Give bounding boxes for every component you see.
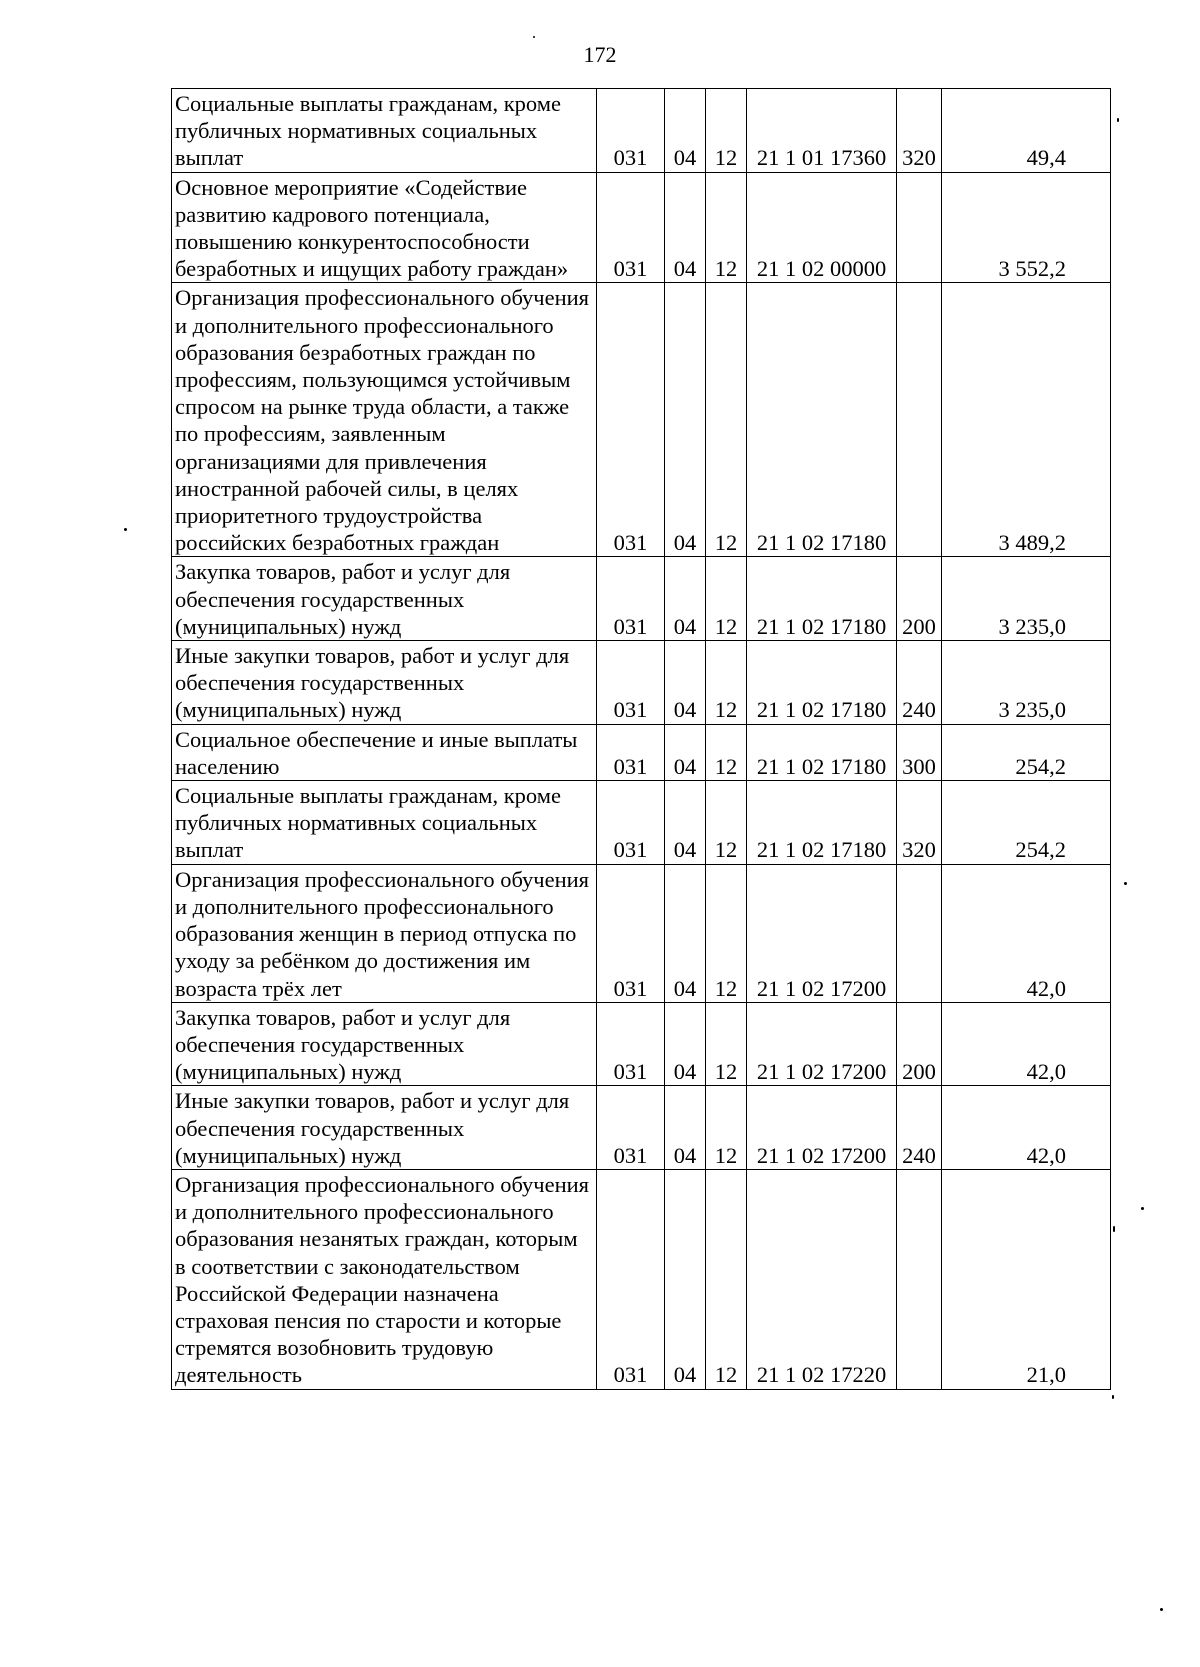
table-row — [172, 724, 1111, 780]
amount-cell: 49,4 — [942, 89, 1111, 173]
subsection-code-cell: 12 — [706, 864, 747, 1002]
ministry-code-cell: 031 — [597, 724, 665, 780]
scan-speck — [533, 36, 535, 38]
ministry-code-cell: 031 — [597, 1086, 665, 1170]
amount-cell: 3 489,2 — [942, 283, 1111, 557]
subsection-code-cell: 12 — [706, 781, 747, 865]
expense-type-cell: 200 — [897, 1002, 942, 1086]
subsection-code-cell: 12 — [706, 1002, 747, 1086]
section-code-cell: 04 — [665, 89, 706, 173]
target-article-cell: 21 1 02 17220 — [747, 1169, 897, 1389]
target-article-cell: 21 1 02 17180 — [747, 557, 897, 641]
amount-cell: 42,0 — [942, 1002, 1111, 1086]
section-code-cell: 04 — [665, 864, 706, 1002]
target-article-cell: 21 1 01 17360 — [747, 89, 897, 173]
scan-speck — [1141, 1207, 1144, 1210]
target-article-cell: 21 1 02 17200 — [747, 864, 897, 1002]
table-row — [172, 781, 1111, 865]
row-name-cell: Социальные выплаты гражданам, кроме публичных нормативных социальных выплат — [172, 89, 597, 173]
target-article-cell: 21 1 02 17200 — [747, 1002, 897, 1086]
row-name-cell: Социальное обеспечение и иные выплаты населению — [172, 724, 597, 780]
subsection-code-cell: 12 — [706, 283, 747, 557]
section-code-cell: 04 — [665, 283, 706, 557]
expense-type-cell — [897, 172, 942, 283]
expense-type-cell: 200 — [897, 557, 942, 641]
ministry-code-cell: 031 — [597, 283, 665, 557]
row-name-cell: Социальные выплаты гражданам, кроме публичных нормативных социальных выплат — [172, 781, 597, 865]
row-name-cell: Основное мероприятие «Содействие развитию кадрового потенциала, повышению конкурентоспособности безработных и ищущих работу граждан» — [172, 172, 597, 283]
row-name-cell: Организация профессионального обучения и дополнительного профессионального образования незанятых граждан, которым в соответствии с законодательством Российской Федерации назначена страховая пенсия по старости и которые стремятся возобновить трудовую деятельность — [172, 1169, 597, 1389]
target-article-cell: 21 1 02 17180 — [747, 641, 897, 725]
expense-type-cell: 320 — [897, 781, 942, 865]
row-name-cell: Закупка товаров, работ и услуг для обеспечения государственных (муниципальных) нужд — [172, 1002, 597, 1086]
expense-type-cell: 240 — [897, 1086, 942, 1170]
ministry-code-cell: 031 — [597, 864, 665, 1002]
table-row — [172, 1169, 1111, 1389]
expense-type-cell — [897, 1169, 942, 1389]
target-article-cell: 21 1 02 17180 — [747, 724, 897, 780]
table-row — [172, 864, 1111, 1002]
scan-speck — [1112, 1395, 1114, 1399]
page-number: 172 — [583, 42, 617, 67]
ministry-code-cell: 031 — [597, 172, 665, 283]
ministry-code-cell: 031 — [597, 1169, 665, 1389]
subsection-code-cell: 12 — [706, 1086, 747, 1170]
table-row — [172, 1086, 1111, 1170]
amount-cell: 21,0 — [942, 1169, 1111, 1389]
section-code-cell: 04 — [665, 172, 706, 283]
section-code-cell: 04 — [665, 781, 706, 865]
amount-cell: 254,2 — [942, 781, 1111, 865]
table-row — [172, 172, 1111, 283]
amount-cell: 42,0 — [942, 864, 1111, 1002]
ministry-code-cell: 031 — [597, 89, 665, 173]
expense-type-cell: 240 — [897, 641, 942, 725]
scan-speck — [1117, 118, 1119, 122]
target-article-cell: 21 1 02 17200 — [747, 1086, 897, 1170]
ministry-code-cell: 031 — [597, 557, 665, 641]
target-article-cell: 21 1 02 00000 — [747, 172, 897, 283]
amount-cell: 3 235,0 — [942, 557, 1111, 641]
scan-speck — [124, 528, 127, 531]
subsection-code-cell: 12 — [706, 1169, 747, 1389]
expense-type-cell — [897, 864, 942, 1002]
amount-cell: 3 552,2 — [942, 172, 1111, 283]
row-name-cell: Закупка товаров, работ и услуг для обеспечения государственных (муниципальных) нужд — [172, 557, 597, 641]
target-article-cell: 21 1 02 17180 — [747, 781, 897, 865]
table-row — [172, 89, 1111, 173]
table-row — [172, 283, 1111, 557]
section-code-cell: 04 — [665, 1002, 706, 1086]
table-row — [172, 557, 1111, 641]
section-code-cell: 04 — [665, 724, 706, 780]
ministry-code-cell: 031 — [597, 1002, 665, 1086]
table-row — [172, 641, 1111, 725]
ministry-code-cell: 031 — [597, 641, 665, 725]
row-name-cell: Иные закупки товаров, работ и услуг для обеспечения государственных (муниципальных) нужд — [172, 641, 597, 725]
expense-type-cell: 300 — [897, 724, 942, 780]
row-name-cell: Иные закупки товаров, работ и услуг для обеспечения государственных (муниципальных) нужд — [172, 1086, 597, 1170]
table-row — [172, 1002, 1111, 1086]
scan-speck — [1124, 882, 1127, 885]
subsection-code-cell: 12 — [706, 641, 747, 725]
expense-type-cell: 320 — [897, 89, 942, 173]
scan-speck — [1113, 1226, 1115, 1232]
amount-cell: 3 235,0 — [942, 641, 1111, 725]
row-name-cell: Организация профессионального обучения и дополнительного профессионального образования женщин в период отпуска по уходу за ребёнком до достижения им возраста трёх лет — [172, 864, 597, 1002]
budget-table — [171, 88, 1111, 1390]
subsection-code-cell: 12 — [706, 89, 747, 173]
section-code-cell: 04 — [665, 1086, 706, 1170]
scan-speck — [1160, 1608, 1163, 1611]
expense-type-cell — [897, 283, 942, 557]
subsection-code-cell: 12 — [706, 557, 747, 641]
row-name-cell: Организация профессионального обучения и дополнительного профессионального образования безработных граждан по профессиям, пользующимся устойчивым спросом на рынке труда области, а также по профессиям, заявленным организациями для привлечения иностранной рабочей силы, в целях приоритетного трудоустройства российских безработных граждан — [172, 283, 597, 557]
section-code-cell: 04 — [665, 557, 706, 641]
subsection-code-cell: 12 — [706, 724, 747, 780]
target-article-cell: 21 1 02 17180 — [747, 283, 897, 557]
amount-cell: 254,2 — [942, 724, 1111, 780]
section-code-cell: 04 — [665, 1169, 706, 1389]
budget-table-body — [172, 89, 1111, 1390]
amount-cell: 42,0 — [942, 1086, 1111, 1170]
subsection-code-cell: 12 — [706, 172, 747, 283]
section-code-cell: 04 — [665, 641, 706, 725]
ministry-code-cell: 031 — [597, 781, 665, 865]
